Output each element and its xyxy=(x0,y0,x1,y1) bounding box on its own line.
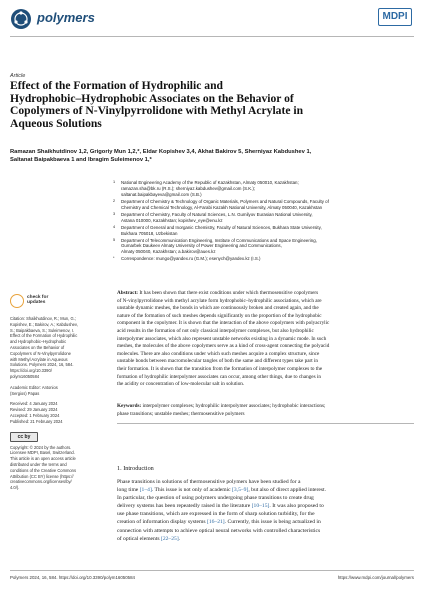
abstract-line xyxy=(117,305,414,313)
journal-name[interactable]: polymers xyxy=(37,10,95,25)
abstract-text: molecules. There are also conditions under which such meshes acquire a complex structure, since xyxy=(117,350,320,357)
page-header xyxy=(10,8,414,30)
affiliation-line: Almaty 050040, Kazakhstan; a.bakirov@aues.kz xyxy=(121,249,216,255)
affiliation-mark: 3 xyxy=(113,211,116,216)
keywords-text: phase transitions; unstable meshes; thermosensitive polymers xyxy=(117,410,245,417)
license-line: Attribution (CC BY) license (https:// xyxy=(10,473,74,479)
abstract-line xyxy=(117,343,414,351)
citation-line: https://doi.org/10.3390/ xyxy=(10,368,52,374)
article-type: Article xyxy=(10,73,26,79)
cc-by-license-badge[interactable]: cc by xyxy=(10,432,38,442)
title-line: Aqueous Solutions xyxy=(10,116,102,130)
citation-line: S.; Baipakbaeva, S.; Suleimenov, I. xyxy=(10,327,74,333)
citation-line: and Hydrophobic–Hydrophobic xyxy=(10,339,67,345)
affiliation-item xyxy=(113,180,413,198)
affiliation-mark: * xyxy=(113,256,115,261)
license-line: Copyright: © 2024 by the authors. xyxy=(10,444,72,450)
citation-line: with Methyl Acrylate in Aqueous xyxy=(10,356,68,362)
affiliation-line: Astana 010000, Kazakhstan; kopishev_eye@enu.kz xyxy=(121,217,223,223)
affiliation-line: Gumarbek Daukeev Almaty University of Power Engineering and Communications, xyxy=(121,243,282,249)
abstract-line xyxy=(117,366,414,374)
license-line: distributed under the terms and xyxy=(10,461,67,467)
author-line: Ramazan Shaikhutdinov 1,2, Grigoriy Mun 1,2,*, Eldar Kopishev 3,4, Akhat Bakirov 5, Sherniyaz Kabdushev 1, xyxy=(10,149,312,155)
affiliation-line: ramazan.sha@bk.ru (R.S.); sherniyaz.kabdushev@gmail.com (S.K.); xyxy=(121,185,256,191)
intro-line xyxy=(117,494,326,502)
abstract-text: the acidity or concentration of low-molecular salt in solution. xyxy=(117,381,245,388)
intro-line xyxy=(117,510,326,518)
intro-line xyxy=(117,502,326,510)
intro-text: Phase transitions in solutions of thermosensitive polymers have been studied for a xyxy=(117,479,301,485)
mdpi-logo[interactable]: MDPI xyxy=(378,8,412,26)
affiliation-line: National Engineering Academy of the Republic of Kazakhstan, Almaty 050010, Kazakhstan; xyxy=(121,180,299,185)
abstract-text: meshes, the molecules of the above copolymers serve as a kind of cross-agent connecting the polyacid xyxy=(117,343,330,350)
abstract-text: acid results in the formation of not only classical interpolymer complexes, but also hydrophilic xyxy=(117,327,314,334)
intro-line xyxy=(117,535,326,543)
citation-line: polym16050584 xyxy=(10,373,40,379)
abstract-text: unstable bonds between macromolecular tangles of both the same and different types take part in xyxy=(117,358,318,365)
check-for-updates-button[interactable] xyxy=(10,292,50,312)
citation-link[interactable]: [22–25] xyxy=(160,535,179,542)
citation-line: Effect of the Formation of Hydrophilic xyxy=(10,333,78,339)
abstract-text: their formation. It is shown that the transition from the formation of interpolymer complexes to the xyxy=(117,365,323,372)
intro-text: creation of information display systems xyxy=(117,519,207,526)
polymers-logo-icon xyxy=(10,8,32,30)
citation-line: Associates on the Behavior of xyxy=(10,344,65,350)
affiliation-line: Department of Telecommunication Engineering, Institute of Communications and Space Engineering, xyxy=(121,237,317,243)
footer-divider xyxy=(10,570,414,571)
abstract-line xyxy=(117,358,414,366)
affiliation-item xyxy=(113,256,413,262)
citation-line: Copolymers of N-Vinylpyrrolidone xyxy=(10,350,71,356)
intro-text: . This issue is not only of academic xyxy=(151,487,233,494)
intro-line xyxy=(117,486,326,494)
intro-line xyxy=(117,527,326,535)
intro-text: of optical elements xyxy=(117,535,161,542)
affiliation-line: Department of Chemistry, Faculty of Natural Sciences, L.N. Gumilyov Eurasian National University, xyxy=(121,211,313,217)
academic-editor-line: Academic Editor: Antonios xyxy=(10,384,58,390)
keywords-line xyxy=(117,403,325,411)
abstract-line xyxy=(117,381,414,389)
abstract-text: unstable dynamic meshes, the bonds in which are continuously broken and created again, and the xyxy=(117,305,319,312)
check-updates-line: updates xyxy=(27,300,46,306)
affiliations xyxy=(113,180,413,263)
author-line: Saltanat Baipakbaeva 1 and Ibragim Suleimenov 1,* xyxy=(10,157,152,164)
citation-link[interactable]: [1–4] xyxy=(139,487,152,494)
publication-date-line: Revised: 29 January 2024 xyxy=(10,407,58,413)
affiliation-mark: 5 xyxy=(113,237,116,242)
keywords-divider xyxy=(117,423,414,424)
citation-line: Solutions. Polymers 2024, 16, 584. xyxy=(10,362,74,368)
article-sidebar xyxy=(10,316,108,491)
affiliation-item xyxy=(113,238,413,256)
intro-text: delivery systems has been repeatedly raised in the literature xyxy=(117,503,252,510)
abstract-line xyxy=(117,328,414,336)
keywords-text: interpolymer complexes; hydrophilic interpolymer associates; hydrophobic interactions; xyxy=(141,403,326,409)
keywords xyxy=(117,403,325,418)
intro-text: long time xyxy=(117,487,140,494)
title-line: Effect of the Formation of Hydrophilic and xyxy=(10,79,223,92)
abstract-line xyxy=(117,374,414,382)
abstract-text: interpolymer associates, which also represent unstable networks existing in a dynamic mode. In such xyxy=(117,335,327,342)
abstract-text: of N-vinylpyrrolidone with methyl acrylate form hydrophobic–hydrophilic associations, which are xyxy=(117,297,322,304)
keywords-label: Keywords: xyxy=(117,403,142,409)
citation-line: Kopishev, E.; Bakirov, A.; Kabdushev, xyxy=(10,321,78,327)
citation-link[interactable]: [3,5–9] xyxy=(232,487,249,494)
author-list xyxy=(10,148,410,165)
intro-text: use phase transitions, which are expressed in the form of sharp solution turbidity, for the xyxy=(117,511,315,518)
intro-text: . Currently, this issue is being actualized in xyxy=(224,519,321,526)
license-line: creativecommons.org/licenses/by/ xyxy=(10,479,72,485)
affiliation-item xyxy=(113,225,413,237)
abstract-label: Abstract: xyxy=(117,290,139,296)
publication-date-line: Accepted: 1 February 2024 xyxy=(10,412,60,418)
license-line: This article is an open access article xyxy=(10,456,76,462)
check-updates-label xyxy=(27,295,48,306)
affiliation-line: Department of Chemistry & Technology of Organic Materials, Polymers and Natural Compounds, Faculty of xyxy=(121,198,329,204)
abstract-text: component in the copolymer. It is shown that the interaction of the above copolymers with polyacrylic xyxy=(117,320,330,327)
affiliation-line: saltanat.baipakbayeva@gmail.com (S.B.) xyxy=(121,191,202,197)
abstract-text: formation of hydrophilic interpolymer associates can occur, among other things, due to changes in xyxy=(117,373,321,380)
affiliation-line: Department of General and Inorganic Chemistry, Faculty of Natural Sciences, Bukhara State University, xyxy=(121,224,322,230)
abstract-line xyxy=(117,290,414,298)
citation-link[interactable]: [10–15] xyxy=(251,503,270,510)
section-heading: 1. Introduction xyxy=(117,465,154,472)
abstract-line xyxy=(117,320,414,328)
abstract-text: It has been shown that there exist conditions under which thermosensitive copolymers xyxy=(138,290,319,296)
affiliation-item xyxy=(113,212,413,224)
abstract xyxy=(117,290,414,389)
intro-line xyxy=(117,478,326,486)
affiliation-item xyxy=(113,199,413,211)
header-divider xyxy=(10,36,414,37)
abstract-line xyxy=(117,298,414,306)
spacer xyxy=(10,425,108,430)
affiliation-line: Bukhara 705018, Uzbekistan xyxy=(121,230,178,236)
check-updates-icon xyxy=(10,294,24,308)
publication-date-line: Received: 4 January 2024 xyxy=(10,401,58,407)
check-updates-line: check for xyxy=(27,295,49,300)
abstract-text: nature of the formation of such meshes depends significantly on the proportion of the hydrophobic xyxy=(117,312,322,319)
affiliation-line: Chemistry and Chemical Technology, Al-Farabi Kazakh National University, Almaty 050040, Kazakhstan xyxy=(121,204,323,210)
citation-link[interactable]: [16–21] xyxy=(206,519,225,526)
intro-text: , but also of direct applied interest. xyxy=(248,487,327,494)
keywords-line xyxy=(117,411,325,419)
footer-citation[interactable]: Polymers 2024, 16, 584. https://doi.org/10.3390/polym16050584 xyxy=(10,575,135,580)
affiliation-mark: 4 xyxy=(113,224,116,229)
intro-text: In particular, the question of using polymers undergoing phase transitions to create drug xyxy=(117,495,314,502)
intro-text: connection with attempts to achieve optical neural networks with controlled characteristics xyxy=(117,527,321,534)
main-content xyxy=(117,290,414,542)
license-line: conditions of the Creative Commons xyxy=(10,467,76,473)
introduction-text xyxy=(117,478,326,543)
title-line: Copolymers of N-Vinylpyrrolidone with Methyl Acrylate in xyxy=(10,104,304,118)
citation-line: Citation: Shaikhutdinov, R.; Mun, G.; xyxy=(10,316,76,321)
affiliation-mark: 2 xyxy=(113,198,116,203)
article-title xyxy=(10,80,408,130)
intro-text: . It was also proposed to xyxy=(269,503,324,510)
title-line: Hydrophobic–Hydrophobic Associates on the Behavior of xyxy=(10,91,294,105)
affiliation-mark: 1 xyxy=(113,180,116,184)
license-line: Licensee MDPI, Basel, Switzerland. xyxy=(10,450,75,456)
intro-text: . xyxy=(178,535,181,542)
license-line: 4.0/). xyxy=(10,485,20,491)
footer-journal-link[interactable]: https://www.mdpi.com/journal/polymers xyxy=(337,575,414,580)
intro-line xyxy=(117,518,326,526)
academic-editor-line: (Sergios) Papas xyxy=(10,390,40,396)
publication-date-line: Published: 21 February 2024 xyxy=(10,418,63,424)
affiliation-line: Correspondence: mungo@yandex.ru (G.M.); esenych@yandex.kz (I.S.) xyxy=(121,256,261,262)
